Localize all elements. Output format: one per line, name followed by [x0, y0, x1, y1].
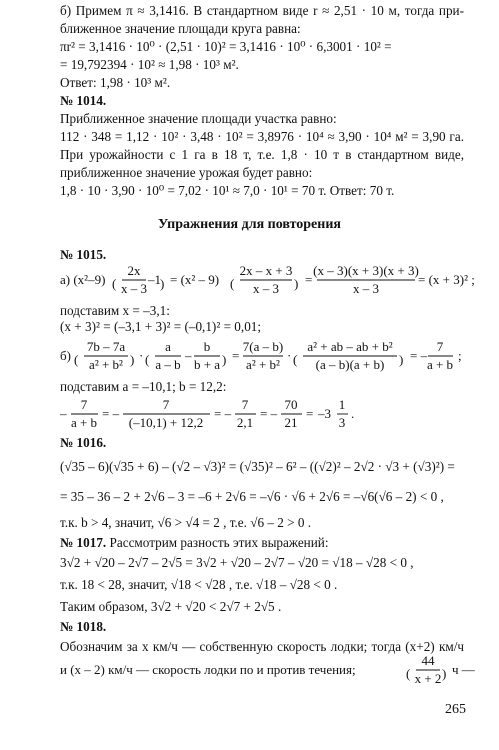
text-line: Приближенное значение площади участка равно: — [60, 111, 337, 126]
paren: ( — [230, 276, 235, 291]
formula-1015b-calc — [60, 396, 470, 432]
fraction-den: x – 3 — [121, 281, 147, 296]
fraction-num: (x – 3)(x + 3)(x + 3) — [313, 263, 419, 278]
fraction-den: 2,1 — [236, 415, 254, 430]
fraction-num: 44 — [421, 653, 435, 668]
svg-text:= –: = – — [102, 406, 120, 421]
text-line: При урожайности с 1 га в 18 т, т.е. 1,8 · 10 т в стандартном виде, — [60, 147, 464, 162]
text-line: ближенное значение площади круга равна: — [60, 21, 301, 36]
paren: ( — [74, 352, 79, 367]
paren: ( — [293, 352, 298, 367]
text-line: и (x – 2) км/ч — скорость лодки по и против течения; — [60, 662, 356, 677]
paren: ) — [294, 276, 299, 291]
fraction-den: b + a — [193, 357, 221, 372]
formula-text: – — [185, 348, 192, 363]
formula-text: ч — — [452, 662, 475, 677]
problem-number: № 1018. — [60, 619, 107, 634]
text-line: приближенное значение урожая будет равно: — [60, 165, 313, 180]
formula-line: = 35 – 36 – 2 + 2√6 – 3 = –6 + 2√6 = –√6 · √6 + 2√6 = –√6(√6 – 2) < 0 , — [60, 489, 444, 504]
paren: ) — [222, 352, 227, 367]
svg-text:= –: = – — [214, 406, 232, 421]
formula-text: б) — [60, 348, 71, 363]
formula-text: –3 — [318, 406, 331, 421]
fraction-num: 7b – 7a — [86, 339, 126, 354]
svg-text:= –: = – — [410, 348, 428, 363]
fraction-den: 3 — [338, 415, 346, 430]
paren: ( — [145, 352, 150, 367]
paren: ) — [399, 352, 404, 367]
fraction-den: 21 — [284, 415, 298, 430]
fraction-num: a — [165, 339, 171, 354]
fraction-den: a + b — [70, 415, 98, 430]
problem-number: № 1016. — [60, 435, 107, 450]
problem-number: № 1015. — [60, 247, 107, 262]
fraction-den: a + b — [426, 357, 454, 372]
formula-line: = 19,792394 · 10² ≈ 1,98 · 10³ м². — [60, 57, 239, 72]
problem-number: № 1017. — [60, 535, 107, 550]
fraction-num: 7 — [241, 397, 249, 412]
svg-text:·: · — [287, 348, 292, 363]
page-number: 265 — [445, 702, 466, 717]
fraction-den: x – 3 — [353, 281, 379, 296]
formula-1018 — [60, 652, 475, 688]
text-line: т.к. 18 < 28, значит, √18 < √28 , т.е. √18 – √28 < 0 . — [60, 577, 338, 592]
fraction-den: x + 2 — [414, 671, 442, 686]
formula-text: ; — [458, 348, 462, 363]
svg-text:–: – — [60, 406, 67, 421]
paren: ) — [160, 276, 165, 291]
formula-line: 3√2 + √20 – 2√7 – 2√5 = 3√2 + √20 – 2√7 – √20 = √18 – √28 < 0 , — [60, 555, 414, 570]
paren: ( — [406, 666, 411, 681]
fraction-num: 7(a – b) — [242, 339, 284, 354]
paren: ) — [130, 352, 135, 367]
fraction-den: a² + b² — [89, 357, 123, 372]
fraction-num: 70 — [284, 397, 298, 412]
formula-line: 112 · 348 = 1,12 · 10² · 3,48 · 10² = 3,8976 · 10⁴ ≈ 3,90 · 10⁴ м² = 3,90 га. — [60, 129, 464, 144]
problem-1017-header — [60, 536, 329, 549]
svg-text:= –: = – — [260, 406, 278, 421]
text-line: Обозначим за x км/ч — собственную скорость лодки; тогда (x+2) км/ч — [60, 639, 464, 654]
fraction-num: a² + ab – ab + b² — [307, 339, 393, 354]
fraction-den: (a – b)(a + b) — [315, 357, 385, 372]
fraction-num: 2x — [127, 263, 141, 278]
formula-line: πr² = 3,1416 · 10⁰ · (2,51 · 10)² = 3,1416 · 10⁰ · 6,3001 · 10² = — [60, 39, 392, 54]
answer-line: Ответ: 1,98 · 10³ м². — [60, 75, 171, 90]
fraction-num: 7 — [80, 397, 88, 412]
svg-text:=: = — [306, 406, 314, 421]
paren: ) — [442, 666, 447, 681]
fraction-num: 7 — [436, 339, 444, 354]
fraction-den: x – 3 — [253, 281, 279, 296]
fraction-num: 1 — [338, 397, 346, 412]
text-line: Рассмотрим разность этих выражений: — [109, 535, 329, 550]
text-line: т.к. b > 4, значит, √6 > √4 = 2 , т.е. √6 – 2 > 0 . — [60, 515, 312, 530]
fraction-num: b — [203, 339, 211, 354]
formula-text: –1 — [148, 272, 161, 287]
formula-text: = (x² – 9) — [170, 272, 220, 287]
problem-number: № 1014. — [60, 93, 107, 108]
text-line: Таким образом, 3√2 + √20 < 2√7 + 2√5 . — [60, 599, 282, 614]
fraction-den: a – b — [155, 357, 181, 372]
text-line: подставим a = –10,1; b = 12,2: — [60, 379, 227, 394]
text-line: подставим x = –3,1: — [60, 303, 170, 318]
text-line: б) Примем π ≈ 3,1416. В стандартном виде r ≈ 2,51 · 10 м, тогда при- — [60, 3, 464, 18]
paren: ( — [112, 276, 117, 291]
fraction-den: a² + b² — [246, 357, 280, 372]
formula-1015b — [60, 338, 470, 374]
section-heading: Упражнения для повторения — [158, 217, 341, 232]
fraction-num: 2x – x + 3 — [239, 263, 293, 278]
formula-1015a — [60, 262, 475, 298]
fraction-num: 7 — [162, 397, 170, 412]
formula-text: = (x + 3)² ; — [418, 272, 475, 287]
svg-text:=: = — [305, 272, 313, 287]
svg-text:=: = — [232, 348, 240, 363]
formula-line: (x + 3)² = (–3,1 + 3)² = (–0,1)² = 0,01; — [60, 319, 262, 334]
formula-line: (√35 – 6)(√35 + 6) – (√2 – √3)² = (√35)² – 6² – ((√2)² – 2√2 · √3 + (√3)²) = — [60, 459, 455, 474]
formula-line: 1,8 · 10 · 3,90 · 10⁰ = 7,02 · 10¹ ≈ 7,0 · 10¹ = 70 т. Ответ: 70 т. — [60, 183, 395, 198]
svg-text:.: . — [351, 406, 355, 421]
formula-text: а) (x²–9) — [60, 272, 106, 287]
fraction-den: (–10,1) + 12,2 — [128, 415, 204, 430]
svg-text:·: · — [139, 348, 144, 363]
